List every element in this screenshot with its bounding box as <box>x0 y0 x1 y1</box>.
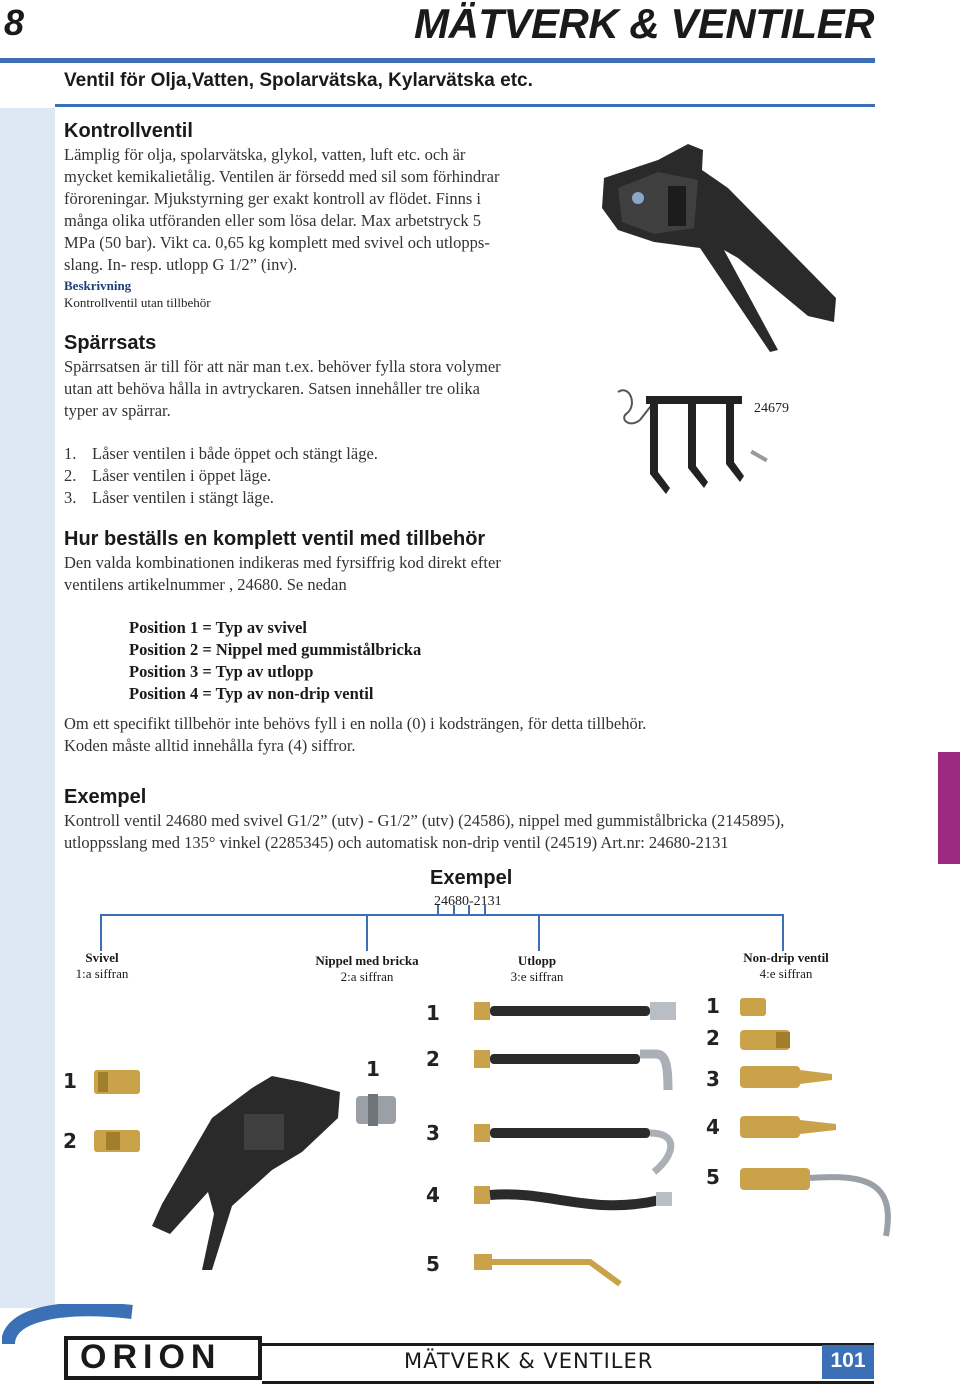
section-tab <box>938 752 960 864</box>
page-subtitle: Ventil för Olja,Vatten, Spolarvätska, Kylarvätska etc. <box>64 70 533 91</box>
svivel-fittings-image <box>92 1066 152 1166</box>
orion-logo-text: ORION <box>80 1338 222 1376</box>
kontroll-title: Kontrollventil <box>64 120 193 142</box>
page-number: 8 <box>4 2 25 43</box>
order-text: Den valda kombinationen indikeras med fyrsiffrig kod direkt efter ventilens artikelnummer , 24680. Se nedan <box>64 553 501 594</box>
sparr-title: Spärrsats <box>64 332 157 354</box>
beskrivning-value: Kontrollventil utan tillbehör <box>64 295 211 310</box>
utlopp-num-3: 3 <box>426 1121 440 1145</box>
control-valve-image <box>598 138 840 370</box>
list-item: 2. Låser ventilen i öppet läge. <box>64 466 272 485</box>
order-positions: Position 1 = Typ av svivel Position 2 = Nippel med gummistålbricka Position 3 = Typ av utlopp Position 4 = Typ av non-drip ventil <box>129 618 422 703</box>
sparr-code: 24679 <box>754 401 789 416</box>
svivel-label: Svivel 1:a siffran <box>75 950 129 981</box>
kontroll-text: Lämplig för olja, spolarvätska, glykol, vatten, luft etc. och är mycket kemikalietålig. Ventilen är försedd med sil som förhindrar föroreningar. Mjukstyrning ger exakt kontroll av flödet. Finns i många olika utföranden eller som lösa delar. Max arbetstryck 5 MPa (50 bar). Vikt ca. 0,65 kg komplett med svivel och utlopps- slang. In- resp. utlopp G 1/2” (inv). <box>64 145 500 274</box>
nippel-num-1: 1 <box>366 1057 380 1081</box>
lock-kit-image <box>610 384 774 502</box>
outlet-hoses-image <box>470 996 690 1296</box>
diagram-connectors <box>95 905 795 955</box>
nondrip-num-2: 2 <box>706 1026 720 1050</box>
nippel-image <box>352 1090 402 1130</box>
nondrip-num-5: 5 <box>706 1165 720 1189</box>
nippel-label: Nippel med bricka 2:a siffran <box>315 953 419 984</box>
orion-logo <box>2 1304 264 1384</box>
svivel-num-2: 2 <box>63 1129 77 1153</box>
sparr-text: Spärrsatsen är till för att när man t.ex. behöver fylla stora volymer utan att behöva hålla in avtryckaren. Satsen innehåller tre olika typer av spärrar. <box>64 357 501 420</box>
diagram-code: 24680-2131 <box>434 894 502 909</box>
list-item: 1. Låser ventilen i både öppet och stängt läge. <box>64 444 378 463</box>
footer-page-number: 101 <box>822 1345 874 1379</box>
utlopp-label: Utlopp 3:e siffran <box>510 953 564 984</box>
nondrip-label: Non-drip ventil 4:e siffran <box>743 950 829 981</box>
page-header: MÄTVERK & VENTILER <box>413 0 874 47</box>
diagram-title: Exempel <box>430 867 513 889</box>
nondrip-num-4: 4 <box>706 1115 720 1139</box>
example-title: Exempel <box>64 786 147 808</box>
utlopp-num-1: 1 <box>426 1001 440 1025</box>
order-title: Hur beställs en komplett ventil med tillbehör <box>64 528 486 550</box>
subtitle-rule <box>55 104 875 107</box>
footer-title: MÄTVERK & VENTILER <box>404 1349 654 1373</box>
order-note: Om ett specifikt tillbehör inte behövs fyll i en nolla (0) i kodsträngen, för detta tillbehör. Koden måste alltid innehålla fyra (4) siffror. <box>64 714 647 755</box>
utlopp-num-2: 2 <box>426 1047 440 1071</box>
left-band <box>0 108 55 1308</box>
nondrip-num-3: 3 <box>706 1067 720 1091</box>
utlopp-num-4: 4 <box>426 1183 440 1207</box>
example-text: Kontroll ventil 24680 med svivel G1/2” (utv) - G1/2” (utv) (24586), nippel med gummistålbricka (2145895), utloppsslang med 135° vinkel (2285345) och automatisk non-drip ventil (24519) Art.nr: 24680-2131 <box>64 811 785 852</box>
nondrip-valves-image <box>736 992 902 1244</box>
nondrip-num-1: 1 <box>706 994 720 1018</box>
header-rule <box>0 58 875 63</box>
list-item: 3. Låser ventilen i stängt läge. <box>64 488 274 507</box>
svivel-num-1: 1 <box>63 1069 77 1093</box>
beskrivning-label: Beskrivning <box>64 278 132 293</box>
assembled-valve-image <box>152 1074 342 1270</box>
sparr-list <box>64 443 378 509</box>
utlopp-num-5: 5 <box>426 1252 440 1276</box>
